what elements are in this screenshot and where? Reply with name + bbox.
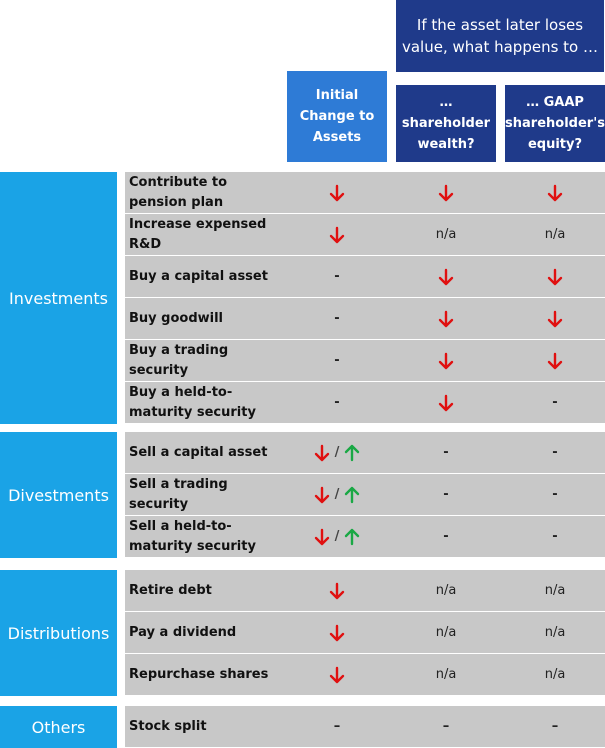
arrow-down-icon — [314, 486, 330, 504]
gaap-equity-cell — [505, 474, 605, 515]
arrow-down-icon — [547, 268, 563, 286]
not-applicable-text: n/a — [435, 227, 457, 242]
header-gaap-equity: … GAAP shareholder's equity? — [505, 85, 605, 162]
shareholder-wealth-cell — [396, 256, 496, 297]
slash-separator: / — [334, 487, 340, 502]
initial-change-cell — [287, 516, 387, 557]
arrow-down-icon — [438, 268, 454, 286]
row-label: Sell a trading security — [129, 476, 228, 512]
header-later-question: If the asset later loses value, what happens to … — [396, 0, 604, 72]
arrow-down-icon — [438, 310, 454, 328]
slash-separator: / — [334, 445, 340, 460]
table-row — [125, 654, 605, 696]
no-change-dash: - — [334, 395, 340, 410]
gaap-equity-cell — [505, 214, 605, 255]
arrow-up-icon — [344, 444, 360, 462]
shareholder-wealth-cell — [396, 706, 496, 747]
no-change-dash: - — [443, 487, 449, 502]
arrow-down-icon — [329, 666, 345, 684]
initial-change-cell — [287, 612, 387, 653]
row-label: Sell a held-to-maturity security — [129, 518, 256, 554]
arrow-up-icon — [344, 528, 360, 546]
gaap-equity-cell — [505, 256, 605, 297]
table-row — [125, 214, 605, 256]
arrow-down-icon — [438, 394, 454, 412]
initial-change-cell — [287, 172, 387, 213]
no-change-dash: - — [334, 311, 340, 326]
row-label: Stock split — [129, 718, 207, 734]
table-row — [125, 516, 605, 558]
not-applicable-text: n/a — [435, 667, 457, 682]
shareholder-wealth-cell — [396, 474, 496, 515]
no-change-dash: - — [552, 529, 558, 544]
initial-change-cell — [287, 382, 387, 423]
arrow-down-icon — [329, 624, 345, 642]
row-label: Retire debt — [129, 582, 212, 598]
row-label: Sell a capital asset — [129, 444, 268, 460]
initial-change-cell — [287, 654, 387, 695]
header-shareholder-wealth: … shareholder wealth? — [396, 85, 496, 162]
no-change-dash: – — [551, 719, 559, 734]
no-change-dash: - — [334, 269, 340, 284]
no-change-dash: - — [443, 529, 449, 544]
shareholder-wealth-cell — [396, 432, 496, 473]
group-label-distributions: Distributions — [0, 570, 117, 696]
gaap-equity-cell — [505, 432, 605, 473]
row-label: Pay a dividend — [129, 624, 237, 640]
no-change-dash: - — [552, 445, 558, 460]
table-row — [125, 256, 605, 298]
initial-change-cell — [287, 214, 387, 255]
arrow-down-icon — [547, 310, 563, 328]
row-label: Buy a held-to-maturity security — [129, 384, 256, 420]
row-label: Contribute to pension plan — [129, 174, 228, 210]
initial-change-cell — [287, 256, 387, 297]
gaap-equity-cell — [505, 340, 605, 381]
table-row — [125, 706, 605, 748]
header-initial-change: Initial Change to Assets — [287, 71, 387, 162]
not-applicable-text: n/a — [544, 625, 566, 640]
no-change-dash: - — [443, 445, 449, 460]
row-label: Buy a capital asset — [129, 268, 268, 284]
shareholder-wealth-cell — [396, 654, 496, 695]
gaap-equity-cell — [505, 654, 605, 695]
gaap-equity-cell — [505, 706, 605, 747]
gaap-equity-cell — [505, 516, 605, 557]
row-label: Repurchase shares — [129, 666, 269, 682]
table-row — [125, 172, 605, 214]
gaap-equity-cell — [505, 298, 605, 339]
not-applicable-text: n/a — [435, 583, 457, 598]
shareholder-wealth-cell — [396, 172, 496, 213]
arrow-down-icon — [314, 444, 330, 462]
not-applicable-text: n/a — [435, 625, 457, 640]
table-row — [125, 570, 605, 612]
arrow-down-icon — [329, 582, 345, 600]
table-row — [125, 340, 605, 382]
initial-change-cell — [287, 432, 387, 473]
row-label: Buy a trading security — [129, 342, 229, 378]
shareholder-wealth-cell — [396, 340, 496, 381]
not-applicable-text: n/a — [544, 667, 566, 682]
table-row — [125, 432, 605, 474]
arrow-down-icon — [438, 352, 454, 370]
group-label-others: Others — [0, 706, 117, 748]
gaap-equity-cell — [505, 612, 605, 653]
arrow-down-icon — [438, 184, 454, 202]
initial-change-cell — [287, 706, 387, 747]
arrow-down-icon — [547, 352, 563, 370]
row-label: Increase expensed R&D — [129, 216, 267, 252]
shareholder-wealth-cell — [396, 214, 496, 255]
gaap-equity-cell — [505, 570, 605, 611]
initial-change-cell — [287, 570, 387, 611]
gaap-equity-cell — [505, 382, 605, 423]
no-change-dash: - — [552, 487, 558, 502]
not-applicable-text: n/a — [544, 583, 566, 598]
arrow-down-icon — [329, 226, 345, 244]
initial-change-cell — [287, 474, 387, 515]
initial-change-cell — [287, 298, 387, 339]
no-change-dash: - — [552, 395, 558, 410]
no-change-dash: - — [334, 353, 340, 368]
shareholder-wealth-cell — [396, 382, 496, 423]
shareholder-wealth-cell — [396, 516, 496, 557]
no-change-dash: – — [442, 719, 450, 734]
shareholder-wealth-cell — [396, 298, 496, 339]
table-row — [125, 298, 605, 340]
arrow-down-icon — [329, 184, 345, 202]
table-row — [125, 382, 605, 424]
not-applicable-text: n/a — [544, 227, 566, 242]
table-row — [125, 474, 605, 516]
initial-change-cell — [287, 340, 387, 381]
gaap-equity-cell — [505, 172, 605, 213]
arrow-up-icon — [344, 486, 360, 504]
shareholder-wealth-cell — [396, 612, 496, 653]
table-row — [125, 612, 605, 654]
shareholder-wealth-cell — [396, 570, 496, 611]
arrow-down-icon — [314, 528, 330, 546]
group-label-investments: Investments — [0, 172, 117, 424]
no-change-dash: – — [333, 719, 341, 734]
slash-separator: / — [334, 529, 340, 544]
arrow-down-icon — [547, 184, 563, 202]
group-label-divestments: Divestments — [0, 432, 117, 558]
row-label: Buy goodwill — [129, 310, 224, 326]
